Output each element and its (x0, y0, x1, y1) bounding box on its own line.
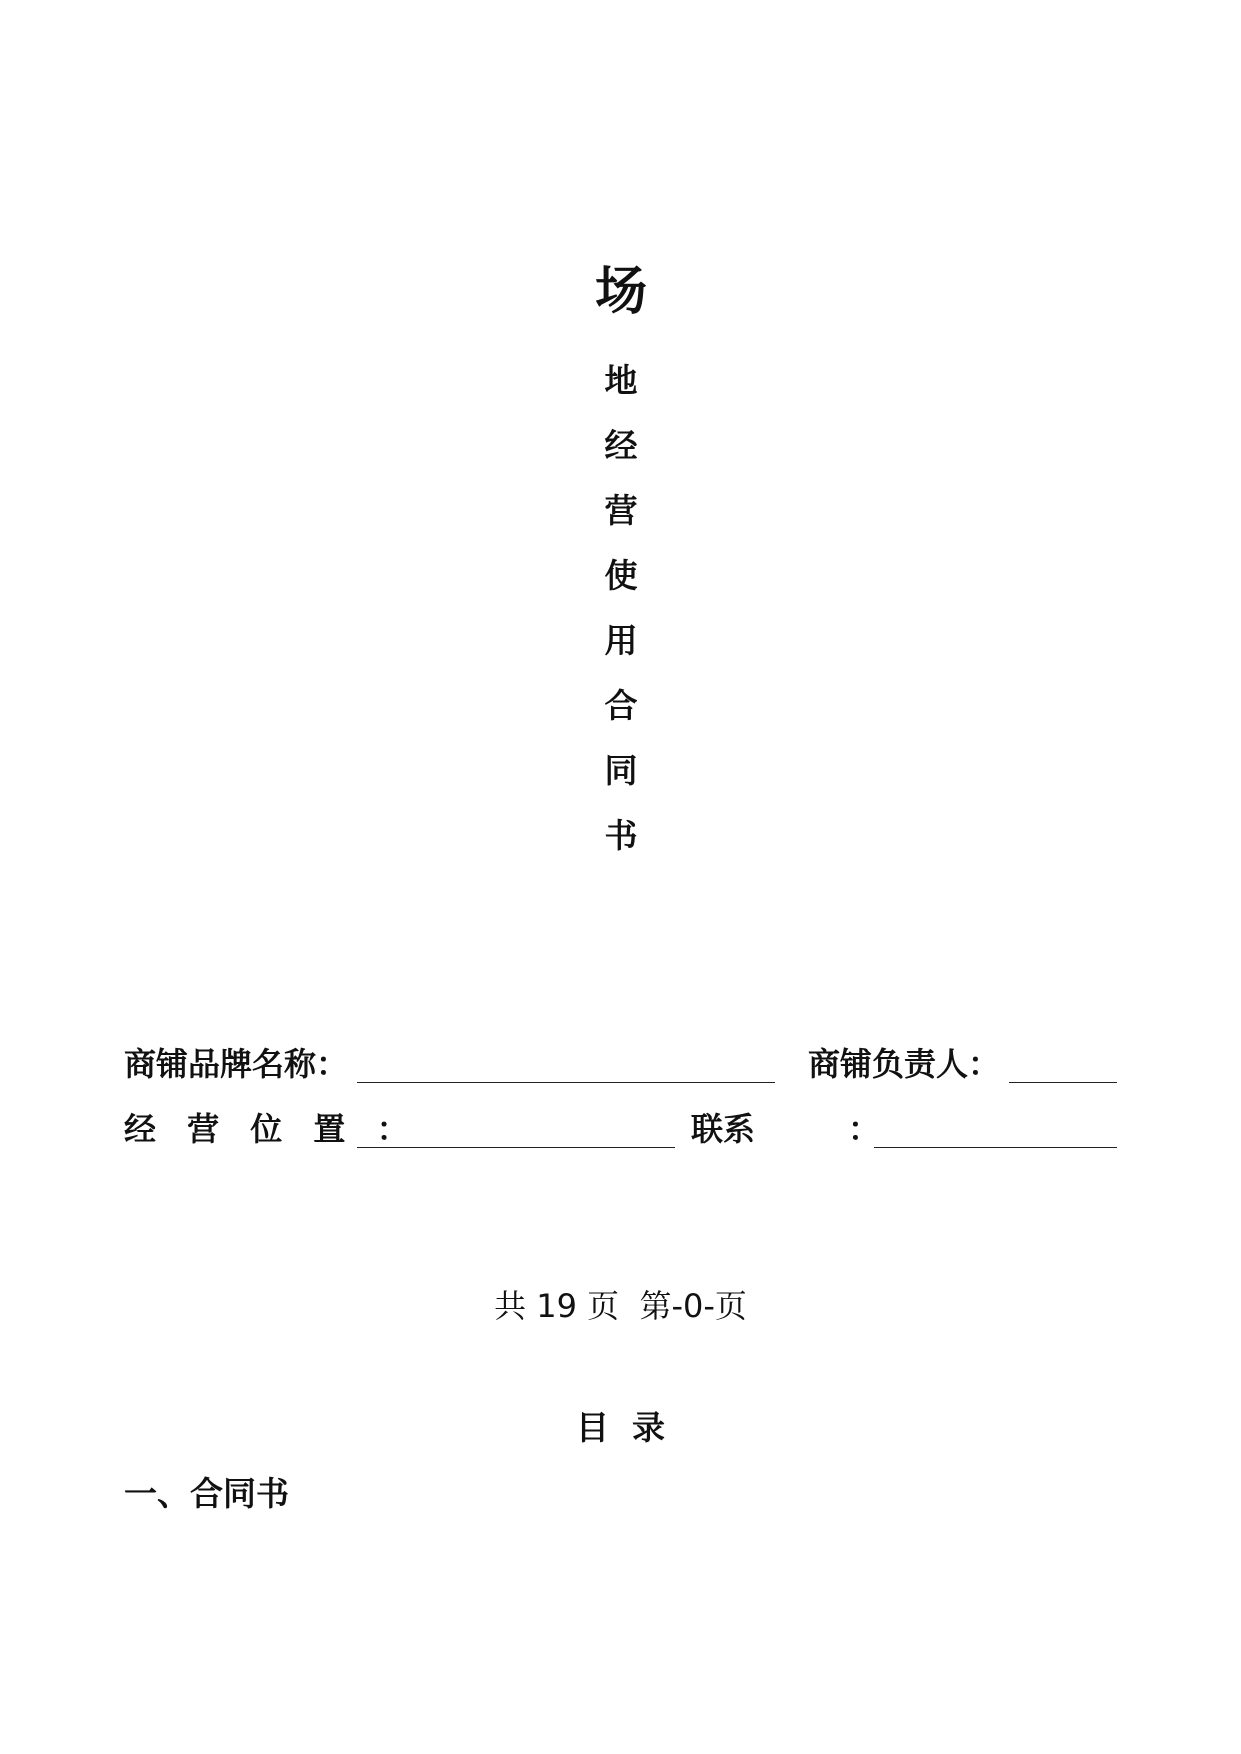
page-info: 共 19 页 第-0-页 (494, 1287, 747, 1325)
title-char-2: 地 (604, 361, 638, 400)
manager-line (1009, 1082, 1117, 1083)
title-char-8: 同 (604, 751, 638, 790)
brand-name-label: 商铺品牌名称： (124, 1045, 349, 1083)
title-char-5: 使 (604, 556, 638, 595)
title-char-9: 书 (604, 816, 638, 855)
toc-item: 一、合同书 (124, 1474, 289, 1513)
contact-line (874, 1147, 1117, 1148)
manager-label: 商铺负责人： (808, 1045, 1001, 1083)
toc-title: 目 录 (576, 1408, 665, 1447)
title-char-7: 合 (604, 686, 638, 725)
title-char-4: 营 (604, 491, 638, 530)
contact-label: 联系 (691, 1110, 756, 1148)
brand-name-line (357, 1082, 775, 1083)
location-line (357, 1147, 675, 1148)
title-char-3: 经 (604, 426, 638, 465)
contact-colon: ： (848, 1110, 881, 1148)
title-char-6: 用 (604, 621, 638, 660)
location-label: 经 营 位 置 ： (124, 1110, 419, 1148)
title-char-1: 场 (594, 261, 647, 322)
